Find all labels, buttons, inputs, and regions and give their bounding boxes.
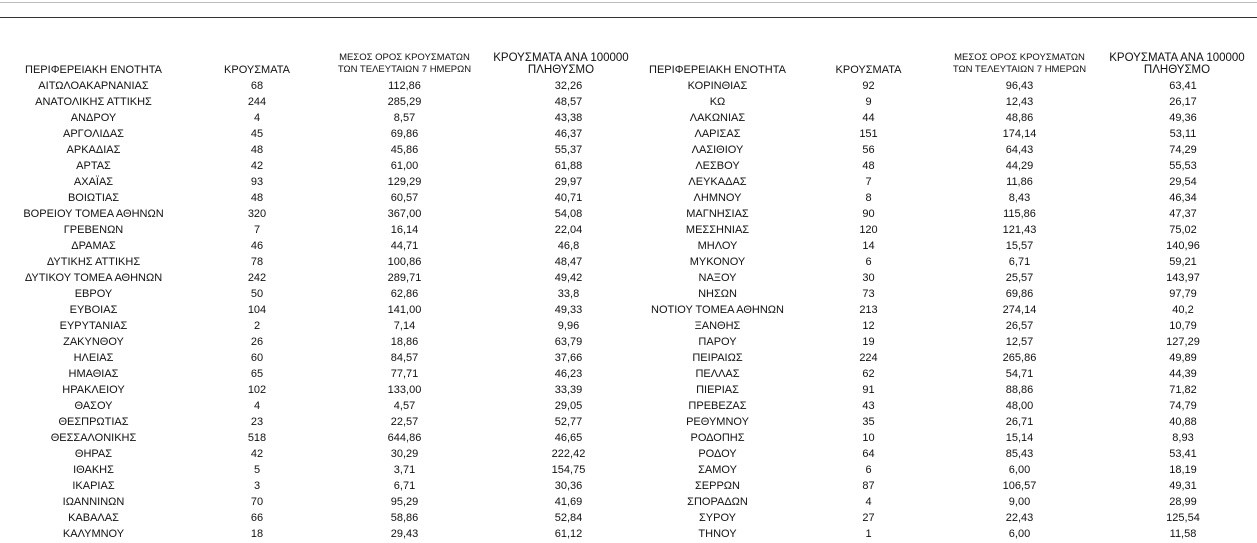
- per100k-cell: 29,97: [554, 176, 583, 188]
- top-rule-thin: [0, 2, 1257, 3]
- region-cell: ΖΑΚΥΝΘΟΥ: [63, 336, 124, 348]
- cases-cell: 18: [250, 528, 264, 540]
- per100k-cell: 9,96: [557, 320, 580, 332]
- region-cell: ΗΛΕΙΑΣ: [73, 352, 114, 364]
- region-cell: ΑΝΑΤΟΛΙΚΗΣ ΑΤΤΙΚΗΣ: [35, 96, 152, 108]
- per100k-cell: 71,82: [1169, 384, 1197, 396]
- per100k-cell: 127,29: [1166, 336, 1200, 348]
- region-cell: ΞΑΝΘΗΣ: [694, 320, 741, 332]
- cases-cell: 2: [253, 320, 261, 332]
- avg7-cell: 4,57: [393, 400, 416, 412]
- table-row: [0, 206, 1257, 222]
- per100k-cell: 75,02: [1169, 224, 1197, 236]
- cases-cell: 44: [862, 112, 875, 124]
- cases-cell: 43: [862, 400, 875, 412]
- region-cell: ΕΥΡΥΤΑΝΙΑΣ: [59, 320, 128, 332]
- cases-cell: 70: [250, 496, 264, 508]
- per100k-cell: 49,31: [1169, 480, 1197, 492]
- per100k-cell: 63,41: [1169, 80, 1197, 92]
- cases-cell: 45: [250, 128, 264, 140]
- avg7-cell: 8,43: [1008, 192, 1031, 204]
- region-cell: ΝΑΞΟΥ: [698, 272, 737, 284]
- per100k-cell: 54,08: [554, 208, 583, 220]
- avg7-cell: 84,57: [390, 352, 419, 364]
- per100k-cell: 44,39: [1169, 368, 1197, 380]
- region-cell: ΕΥΒΟΙΑΣ: [69, 304, 118, 316]
- avg7-cell: 29,43: [390, 528, 419, 540]
- per100k-cell: 55,53: [1169, 160, 1197, 172]
- table-row: [0, 254, 1257, 270]
- region-cell: ΣΑΜΟΥ: [698, 464, 737, 476]
- region-cell: ΡΟΔΟΥ: [698, 448, 737, 460]
- region-cell: ΑΡΤΑΣ: [76, 160, 111, 172]
- avg7-cell: 141,00: [387, 304, 422, 316]
- per100k-cell: 55,37: [554, 144, 583, 156]
- cases-cell: 92: [862, 80, 875, 92]
- region-cell: ΡΟΔΟΠΗΣ: [690, 432, 745, 444]
- table-row: [0, 158, 1257, 174]
- header-per100k-2: ΚΡΟΥΣΜΑΤΑ ΑΝΑ 100000 ΠΛΗΘΥΣΜΟ: [1109, 52, 1245, 76]
- cases-cell: 10: [862, 432, 875, 444]
- cases-cell: 104: [247, 304, 267, 316]
- region-cell: ΝΟΤΙΟΥ ΤΟΜΕΑ ΑΘΗΝΩΝ: [651, 304, 784, 316]
- cases-cell: 213: [859, 304, 878, 316]
- per100k-cell: 49,42: [554, 272, 583, 284]
- cases-cell: 78: [250, 256, 264, 268]
- table-row: [0, 94, 1257, 110]
- table-row: [0, 414, 1257, 430]
- avg7-cell: 25,57: [1005, 272, 1034, 284]
- table-row: [0, 462, 1257, 478]
- cases-cell: 42: [250, 160, 264, 172]
- avg7-cell: 274,14: [1002, 304, 1037, 316]
- per100k-cell: 26,17: [1169, 96, 1197, 108]
- cases-cell: 23: [250, 416, 264, 428]
- per100k-cell: 61,12: [554, 528, 583, 540]
- region-cell: ΔΥΤΙΚΟΥ ΤΟΜΕΑ ΑΘΗΝΩΝ: [24, 272, 163, 284]
- cases-cell: 1: [865, 528, 872, 540]
- per100k-cell: 222,42: [551, 448, 586, 460]
- region-cell: ΠΑΡΟΥ: [698, 336, 737, 348]
- table-row: [0, 350, 1257, 366]
- avg7-cell: 9,00: [1008, 496, 1031, 508]
- avg7-cell: 265,86: [1002, 352, 1037, 364]
- region-cell: ΜΗΛΟΥ: [697, 240, 738, 252]
- avg7-cell: 69,86: [1005, 288, 1034, 300]
- per100k-cell: 61,88: [554, 160, 583, 172]
- avg7-cell: 22,43: [1005, 512, 1034, 524]
- region-cell: ΑΧΑΪΑΣ: [73, 176, 114, 188]
- per100k-cell: 140,96: [1166, 240, 1200, 252]
- cases-cell: 30: [862, 272, 875, 284]
- cases-cell: 46: [250, 240, 264, 252]
- region-cell: ΒΟΡΕΙΟΥ ΤΟΜΕΑ ΑΘΗΝΩΝ: [23, 208, 164, 220]
- region-cell: ΔΡΑΜΑΣ: [71, 240, 116, 252]
- avg7-cell: 133,00: [387, 384, 422, 396]
- region-cell: ΘΕΣΣΑΛΟΝΙΚΗΣ: [50, 432, 137, 444]
- avg7-cell: 96,43: [1005, 80, 1034, 92]
- table-row: [0, 366, 1257, 382]
- cases-cell: 320: [247, 208, 267, 220]
- avg7-cell: 644,86: [387, 432, 422, 444]
- avg7-cell: 6,00: [1008, 528, 1031, 540]
- cases-cell: 4: [253, 112, 261, 124]
- cases-cell: 4: [865, 496, 872, 508]
- cases-cell: 42: [250, 448, 264, 460]
- per100k-cell: 40,88: [1169, 416, 1197, 428]
- avg7-cell: 285,29: [387, 96, 422, 108]
- cases-cell: 60: [250, 352, 264, 364]
- table-row: [0, 446, 1257, 462]
- avg7-cell: 69,86: [390, 128, 419, 140]
- cases-cell: 151: [859, 128, 878, 140]
- region-cell: ΑΙΤΩΛΟΑΚΑΡΝΑΝΙΑΣ: [38, 80, 149, 92]
- avg7-cell: 61,00: [390, 160, 419, 172]
- per100k-cell: 49,36: [1169, 112, 1197, 124]
- avg7-cell: 12,43: [1005, 96, 1034, 108]
- table-row: [0, 510, 1257, 526]
- per100k-cell: 52,77: [554, 416, 583, 428]
- table-row: [0, 382, 1257, 398]
- avg7-cell: 115,86: [1003, 208, 1036, 220]
- region-cell: ΣΠΟΡΑΔΩΝ: [687, 496, 748, 508]
- per100k-cell: 11,58: [1169, 528, 1197, 540]
- region-cell: ΠΕΛΛΑΣ: [695, 368, 740, 380]
- per100k-cell: 59,21: [1169, 256, 1197, 268]
- per100k-cell: 40,71: [554, 192, 583, 204]
- table-row: [0, 222, 1257, 238]
- per100k-cell: 74,29: [1169, 144, 1197, 156]
- region-cell: ΛΗΜΝΟΥ: [693, 192, 742, 204]
- per100k-cell: 74,79: [1169, 400, 1197, 412]
- region-cell: ΚΟΡΙΝΘΙΑΣ: [687, 80, 748, 92]
- top-rule-thick: [0, 17, 1257, 18]
- per100k-cell: 29,05: [554, 400, 583, 412]
- avg7-cell: 100,86: [387, 256, 422, 268]
- avg7-cell: 58,86: [390, 512, 419, 524]
- cases-cell: 50: [250, 288, 264, 300]
- region-cell: ΗΡΑΚΛΕΙΟΥ: [62, 384, 125, 396]
- avg7-cell: 26,57: [1005, 320, 1034, 332]
- per100k-cell: 47,37: [1169, 208, 1197, 220]
- avg7-cell: 22,57: [390, 416, 419, 428]
- cases-cell: 48: [862, 160, 875, 172]
- avg7-cell: 11,86: [1006, 176, 1033, 188]
- table-row: [0, 110, 1257, 126]
- table-row: [0, 190, 1257, 206]
- cases-cell: 102: [247, 384, 267, 396]
- per100k-cell: 40,2: [1172, 304, 1194, 316]
- table-body: [0, 78, 1257, 542]
- region-cell: ΣΥΡΟΥ: [698, 512, 736, 524]
- table-row: [0, 318, 1257, 334]
- avg7-cell: 45,86: [390, 144, 419, 156]
- region-cell: ΛΕΣΒΟΥ: [695, 160, 740, 172]
- per100k-cell: 53,11: [1169, 128, 1197, 140]
- per100k-cell: 48,47: [554, 256, 583, 268]
- cases-cell: 19: [862, 336, 875, 348]
- avg7-cell: 129,29: [387, 176, 422, 188]
- cases-cell: 65: [250, 368, 264, 380]
- avg7-cell: 7,14: [393, 320, 416, 332]
- table-row: [0, 494, 1257, 510]
- per100k-cell: 46,23: [554, 368, 583, 380]
- per100k-cell: 8,93: [1172, 432, 1194, 444]
- region-cell: ΙΚΑΡΙΑΣ: [72, 480, 115, 492]
- cases-cell: 91: [862, 384, 875, 396]
- header-region-2: ΠΕΡΙΦΕΡΕΙΑΚΗ ΕΝΟΤΗΤΑ: [649, 64, 786, 76]
- cases-cell: 4: [253, 400, 261, 412]
- table-row: [0, 526, 1257, 542]
- cases-cell: 120: [859, 224, 878, 236]
- per100k-cell: 48,57: [554, 96, 583, 108]
- region-cell: ΛΕΥΚΑΔΑΣ: [688, 176, 747, 188]
- header-cases: ΚΡΟΥΣΜΑΤΑ: [224, 64, 290, 76]
- avg7-cell: 8,57: [393, 112, 416, 124]
- per100k-cell: 22,04: [554, 224, 583, 236]
- region-cell: ΒΟΙΩΤΙΑΣ: [67, 192, 120, 204]
- per100k-cell: 18,19: [1169, 464, 1197, 476]
- table-row: [0, 270, 1257, 286]
- per100k-cell: 43,38: [554, 112, 583, 124]
- cases-cell: 48: [250, 144, 264, 156]
- cases-cell: 73: [862, 288, 875, 300]
- per100k-cell: 46,37: [554, 128, 583, 140]
- region-cell: ΛΑΣΙΘΙΟΥ: [691, 144, 744, 156]
- region-cell: ΝΗΣΩΝ: [698, 288, 737, 300]
- cases-cell: 56: [862, 144, 875, 156]
- region-cell: ΚΩ: [709, 96, 726, 108]
- table-row: [0, 478, 1257, 494]
- avg7-cell: 18,86: [390, 336, 419, 348]
- region-cell: ΠΡΕΒΕΖΑΣ: [688, 400, 747, 412]
- per100k-cell: 97,79: [1169, 288, 1197, 300]
- region-cell: ΑΡΚΑΔΙΑΣ: [66, 144, 121, 156]
- cases-cell: 5: [253, 464, 261, 476]
- header-per100k: ΚΡΟΥΣΜΑΤΑ ΑΝΑ 100000 ΠΛΗΘΥΣΜΟ: [493, 52, 629, 76]
- table-row: [0, 174, 1257, 190]
- avg7-cell: 15,57: [1005, 240, 1034, 252]
- cases-cell: 3: [253, 480, 261, 492]
- cases-cell: 6: [865, 464, 872, 476]
- cases-cell: 518: [247, 432, 267, 444]
- cases-cell: 66: [250, 512, 264, 524]
- avg7-cell: 60,57: [390, 192, 419, 204]
- avg7-cell: 121,43: [1002, 224, 1037, 236]
- avg7-cell: 64,43: [1005, 144, 1034, 156]
- avg7-cell: 112,86: [388, 80, 421, 92]
- avg7-cell: 6,00: [1008, 464, 1031, 476]
- covid-cases-table: [0, 42, 1257, 542]
- avg7-cell: 367,00: [387, 208, 422, 220]
- cases-cell: 93: [250, 176, 264, 188]
- header-avg7-2: ΜΕΣΟΣ ΟΡΟΣ ΚΡΟΥΣΜΑΤΩΝ ΤΩΝ ΤΕΛΕΥΤΑΙΩΝ 7 ΗΜΕΡΩΝ: [952, 52, 1087, 75]
- per100k-cell: 30,36: [554, 480, 583, 492]
- region-cell: ΙΘΑΚΗΣ: [73, 464, 114, 476]
- cases-cell: 87: [862, 480, 875, 492]
- region-cell: ΑΝΔΡΟΥ: [70, 112, 117, 124]
- per100k-cell: 33,8: [557, 288, 580, 300]
- cases-cell: 9: [865, 96, 872, 108]
- region-cell: ΤΗΝΟΥ: [698, 528, 737, 540]
- region-cell: ΙΩΑΝΝΙΝΩΝ: [62, 496, 125, 508]
- cases-cell: 12: [862, 320, 875, 332]
- region-cell: ΔΥΤΙΚΗΣ ΑΤΤΙΚΗΣ: [46, 256, 141, 268]
- table-row: [0, 126, 1257, 142]
- avg7-cell: 85,43: [1005, 448, 1034, 460]
- per100k-cell: 46,34: [1169, 192, 1197, 204]
- avg7-cell: 12,57: [1005, 336, 1034, 348]
- table-row: [0, 78, 1257, 94]
- cases-cell: 90: [862, 208, 875, 220]
- region-cell: ΗΜΑΘΙΑΣ: [68, 368, 119, 380]
- header-avg7: ΜΕΣΟΣ ΟΡΟΣ ΚΡΟΥΣΜΑΤΩΝ ΤΩΝ ΤΕΛΕΥΤΑΙΩΝ 7 ΗΜΕΡΩΝ: [337, 52, 472, 75]
- per100k-cell: 52,84: [554, 512, 583, 524]
- header-cases-2: ΚΡΟΥΣΜΑΤΑ: [835, 64, 902, 76]
- region-cell: ΠΙΕΡΙΑΣ: [696, 384, 739, 396]
- avg7-cell: 48,86: [1005, 112, 1034, 124]
- per100k-cell: 49,89: [1169, 352, 1197, 364]
- region-cell: ΡΕΘΥΜΝΟΥ: [686, 416, 749, 428]
- cases-cell: 26: [250, 336, 264, 348]
- region-cell: ΘΕΣΠΡΩΤΙΑΣ: [58, 416, 129, 428]
- cases-cell: 48: [250, 192, 264, 204]
- avg7-cell: 44,71: [390, 240, 419, 252]
- per100k-cell: 46,65: [554, 432, 583, 444]
- avg7-cell: 3,71: [393, 464, 416, 476]
- avg7-cell: 289,71: [387, 272, 422, 284]
- cases-cell: 62: [862, 368, 875, 380]
- cases-cell: 64: [862, 448, 875, 460]
- region-cell: ΜΕΣΣΗΝΙΑΣ: [685, 224, 750, 236]
- table-row: [0, 334, 1257, 350]
- cases-cell: 244: [247, 96, 267, 108]
- cases-cell: 27: [862, 512, 875, 524]
- region-cell: ΛΑΚΩΝΙΑΣ: [689, 112, 746, 124]
- avg7-cell: 44,29: [1005, 160, 1034, 172]
- per100k-cell: 143,97: [1166, 272, 1200, 284]
- per100k-cell: 125,54: [1166, 512, 1200, 524]
- per100k-cell: 37,66: [554, 352, 583, 364]
- header-row: [0, 42, 1257, 78]
- avg7-cell: 174,14: [1002, 128, 1037, 140]
- avg7-cell: 95,29: [390, 496, 419, 508]
- per100k-cell: 41,69: [554, 496, 583, 508]
- cases-cell: 7: [253, 224, 261, 236]
- avg7-cell: 6,71: [1008, 256, 1031, 268]
- per100k-cell: 49,33: [554, 304, 583, 316]
- region-cell: ΣΕΡΡΩΝ: [695, 480, 740, 492]
- table-row: [0, 430, 1257, 446]
- avg7-cell: 106,57: [1002, 480, 1037, 492]
- avg7-cell: 88,86: [1005, 384, 1034, 396]
- per100k-cell: 46,8: [557, 240, 580, 252]
- region-cell: ΓΡΕΒΕΝΩΝ: [63, 224, 124, 236]
- region-cell: ΘΑΣΟΥ: [74, 400, 113, 412]
- region-cell: ΜΑΓΝΗΣΙΑΣ: [686, 208, 749, 220]
- cases-cell: 35: [862, 416, 875, 428]
- per100k-cell: 63,79: [554, 336, 583, 348]
- per100k-cell: 28,99: [1169, 496, 1197, 508]
- avg7-cell: 48,00: [1005, 400, 1034, 412]
- table-row: [0, 142, 1257, 158]
- cases-cell: 14: [862, 240, 875, 252]
- avg7-cell: 26,71: [1005, 416, 1034, 428]
- region-cell: ΛΑΡΙΣΑΣ: [694, 128, 741, 140]
- avg7-cell: 30,29: [390, 448, 419, 460]
- cases-cell: 6: [865, 256, 872, 268]
- region-cell: ΕΒΡΟΥ: [74, 288, 113, 300]
- region-cell: ΘΗΡΑΣ: [74, 448, 113, 460]
- avg7-cell: 77,71: [390, 368, 419, 380]
- region-cell: ΜΥΚΟΝΟΥ: [689, 256, 746, 268]
- table-row: [0, 286, 1257, 302]
- avg7-cell: 15,14: [1005, 432, 1034, 444]
- region-cell: ΚΑΒΑΛΑΣ: [68, 512, 119, 524]
- header-region: ΠΕΡΙΦΕΡΕΙΑΚΗ ΕΝΟΤΗΤΑ: [25, 64, 162, 76]
- avg7-cell: 6,71: [393, 480, 416, 492]
- avg7-cell: 16,14: [390, 224, 419, 236]
- per100k-cell: 154,75: [551, 464, 586, 476]
- per100k-cell: 29,54: [1169, 176, 1197, 188]
- avg7-cell: 62,86: [390, 288, 419, 300]
- table-row: [0, 302, 1257, 318]
- region-cell: ΠΕΙΡΑΙΩΣ: [692, 352, 743, 364]
- per100k-cell: 33,39: [554, 384, 583, 396]
- region-cell: ΑΡΓΟΛΙΔΑΣ: [63, 128, 124, 140]
- cases-cell: 242: [247, 272, 267, 284]
- avg7-cell: 54,71: [1005, 368, 1034, 380]
- table-row: [0, 238, 1257, 254]
- table-row: [0, 398, 1257, 414]
- per100k-cell: 32,26: [554, 80, 583, 92]
- per100k-cell: 53,41: [1169, 448, 1197, 460]
- cases-cell: 8: [865, 192, 872, 204]
- per100k-cell: 10,79: [1169, 320, 1197, 332]
- cases-cell: 68: [250, 80, 264, 92]
- cases-cell: 7: [865, 176, 872, 188]
- cases-cell: 224: [859, 352, 878, 364]
- region-cell: ΚΑΛΥΜΝΟΥ: [62, 528, 125, 540]
